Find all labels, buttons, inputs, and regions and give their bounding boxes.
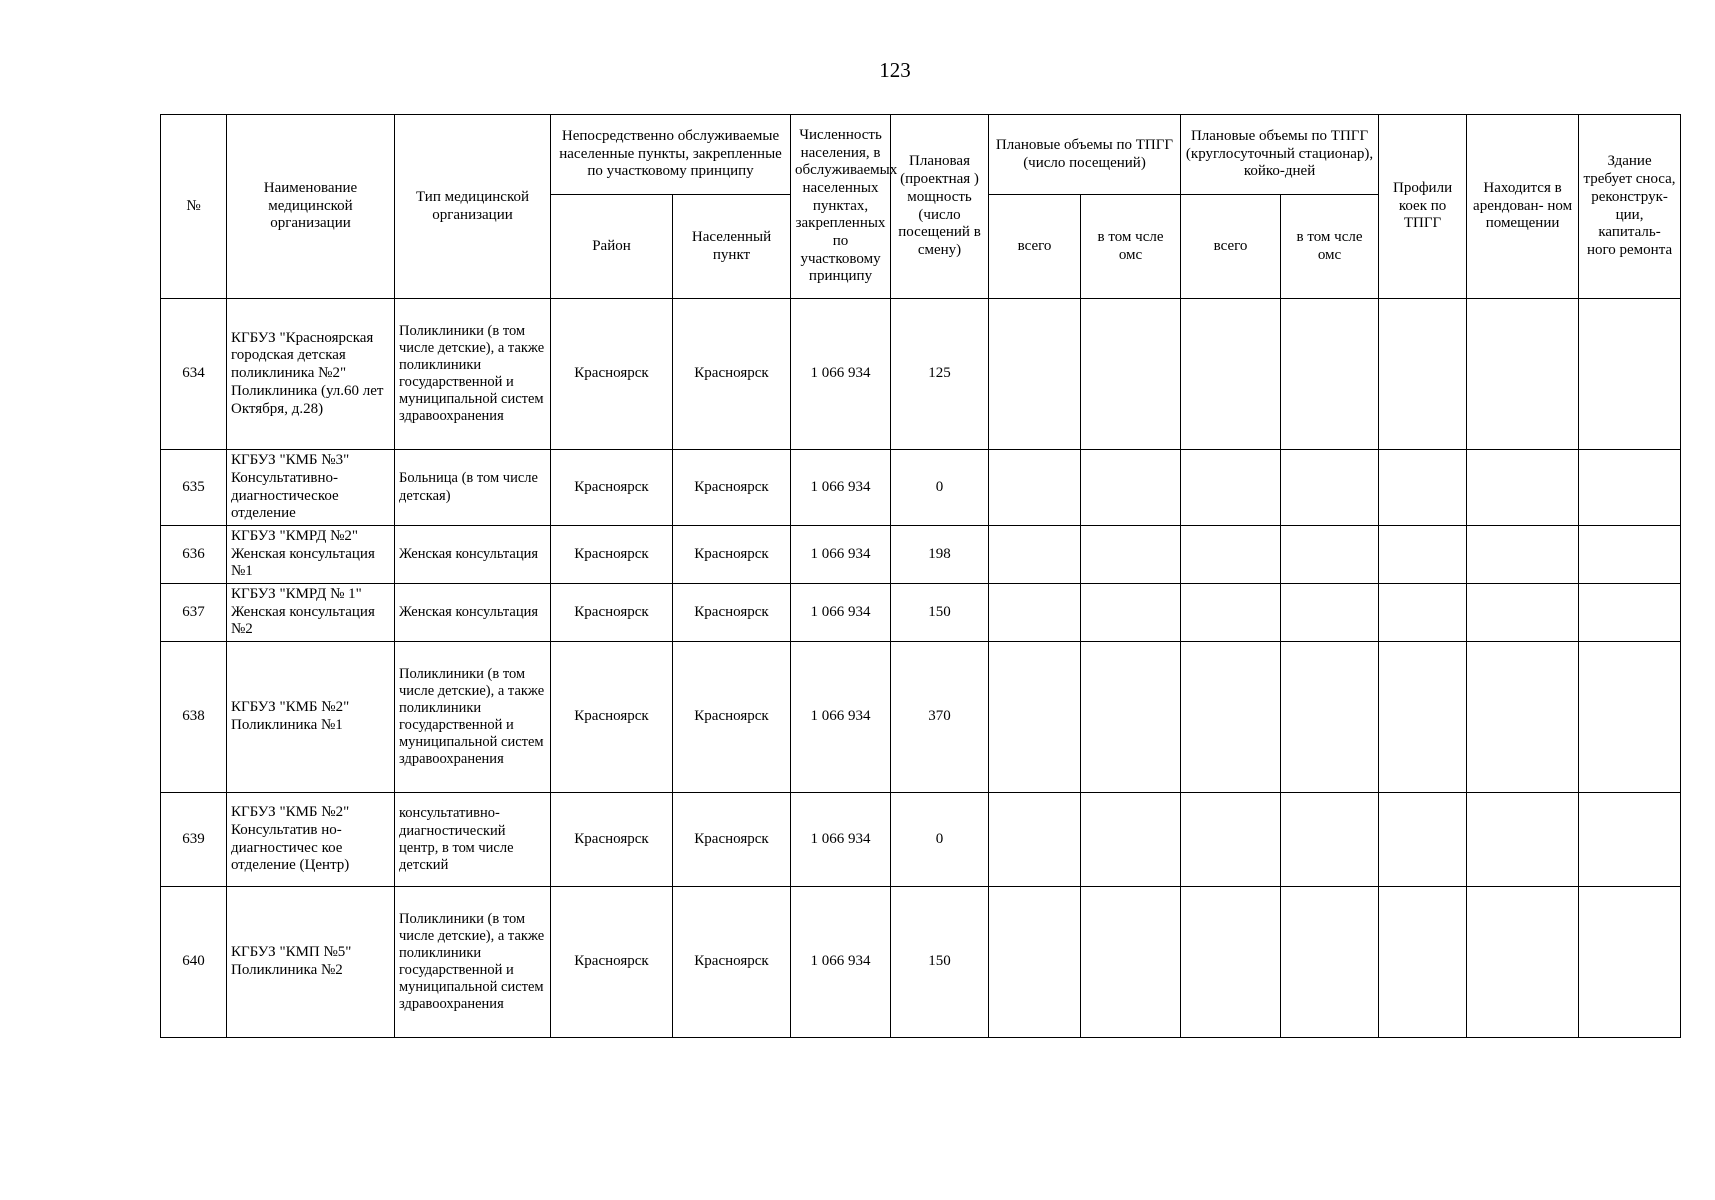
col-served-header: Непосредственно обслуживаемые населенные пункты, закрепленные по участковому принципу [551, 115, 791, 195]
table-row [161, 793, 1681, 887]
district: Красноярск [551, 526, 673, 584]
population: 1 066 934 [791, 299, 891, 450]
col-name-header: Наименование медицинской организации [227, 115, 395, 299]
col-visits-oms-header: в том чсле омс [1081, 195, 1181, 299]
rented-cell [1467, 450, 1579, 526]
settlement: Красноярск [673, 887, 791, 1038]
rented-cell [1467, 887, 1579, 1038]
table-row [161, 887, 1681, 1038]
col-beds-total-header: всего [1181, 195, 1281, 299]
org-name: КГБУЗ "КМП №5" Поликлиника №2 [227, 887, 395, 1038]
row-number: 636 [161, 526, 227, 584]
org-name: КГБУЗ "Красноярская городская детская поликлиника №2" Поликлиника (ул.60 лет Октября, д.28) [227, 299, 395, 450]
beds-oms-cell [1281, 642, 1379, 793]
beds-oms-cell [1281, 887, 1379, 1038]
beds-oms-cell [1281, 450, 1379, 526]
capacity: 125 [891, 299, 989, 450]
profiles-cell [1379, 584, 1467, 642]
org-type: Поликлиники (в том числе детские), а также поликлиники государственной и муниципальной систем здравоохранения [395, 887, 551, 1038]
table-body [161, 299, 1681, 1038]
settlement: Красноярск [673, 450, 791, 526]
org-name: КГБУЗ "КМБ №2" Консультатив но-диагностичес кое отделение (Центр) [227, 793, 395, 887]
row-number: 635 [161, 450, 227, 526]
org-name: КГБУЗ "КМБ №3" Консультативно-диагностическое отделение [227, 450, 395, 526]
beds-total-cell [1181, 584, 1281, 642]
profiles-cell [1379, 526, 1467, 584]
org-type: Поликлиники (в том числе детские), а также поликлиники государственной и муниципальной систем здравоохранения [395, 299, 551, 450]
profiles-cell [1379, 793, 1467, 887]
col-beds-oms-header: в том чсле омс [1281, 195, 1379, 299]
population: 1 066 934 [791, 450, 891, 526]
settlement: Красноярск [673, 526, 791, 584]
capacity: 150 [891, 584, 989, 642]
col-beds-header: Плановые объемы по ТПГГ (круглосуточный стационар), койко-дней [1181, 115, 1379, 195]
beds-oms-cell [1281, 793, 1379, 887]
beds-total-cell [1181, 450, 1281, 526]
org-type: Поликлиники (в том числе детские), а также поликлиники государственной и муниципальной систем здравоохранения [395, 642, 551, 793]
beds-total-cell [1181, 887, 1281, 1038]
population: 1 066 934 [791, 526, 891, 584]
medical-organizations-table [160, 114, 1681, 1038]
beds-oms-cell [1281, 526, 1379, 584]
col-profiles-header: Профили коек по ТПГГ [1379, 115, 1467, 299]
visits-oms-cell [1081, 526, 1181, 584]
visits-total-cell [989, 887, 1081, 1038]
capacity: 0 [891, 793, 989, 887]
settlement: Красноярск [673, 642, 791, 793]
org-name: КГБУЗ "КМБ №2" Поликлиника №1 [227, 642, 395, 793]
profiles-cell [1379, 450, 1467, 526]
district: Красноярск [551, 793, 673, 887]
district: Красноярск [551, 299, 673, 450]
col-visits-total-header: всего [989, 195, 1081, 299]
org-type: консультативно-диагностический центр, в том числе детский [395, 793, 551, 887]
building-cell [1579, 887, 1681, 1038]
beds-total-cell [1181, 526, 1281, 584]
page-number: 123 [879, 58, 911, 82]
district: Красноярск [551, 584, 673, 642]
settlement: Красноярск [673, 793, 791, 887]
population: 1 066 934 [791, 887, 891, 1038]
building-cell [1579, 526, 1681, 584]
org-name: КГБУЗ "КМРД № 1" Женская консультация №2 [227, 584, 395, 642]
profiles-cell [1379, 299, 1467, 450]
building-cell [1579, 793, 1681, 887]
table-row [161, 584, 1681, 642]
beds-total-cell [1181, 299, 1281, 450]
visits-oms-cell [1081, 887, 1181, 1038]
row-number: 638 [161, 642, 227, 793]
settlement: Красноярск [673, 299, 791, 450]
population: 1 066 934 [791, 642, 891, 793]
col-population-header: Численность населения, в обслуживаемых населенных пунктах, закрепленных по участковому принципу [791, 115, 891, 299]
org-type: Больница (в том числе детская) [395, 450, 551, 526]
rented-cell [1467, 584, 1579, 642]
capacity: 370 [891, 642, 989, 793]
district: Красноярск [551, 642, 673, 793]
table-row [161, 450, 1681, 526]
visits-total-cell [989, 584, 1081, 642]
table-row [161, 642, 1681, 793]
org-type: Женская консультация [395, 584, 551, 642]
building-cell [1579, 299, 1681, 450]
visits-total-cell [989, 526, 1081, 584]
col-rented-header: Находится в арендован- ном помещении [1467, 115, 1579, 299]
org-name: КГБУЗ "КМРД №2" Женская консультация №1 [227, 526, 395, 584]
org-type: Женская консультация [395, 526, 551, 584]
row-number: 634 [161, 299, 227, 450]
table-header [161, 115, 1681, 299]
population: 1 066 934 [791, 793, 891, 887]
row-number: 639 [161, 793, 227, 887]
population: 1 066 934 [791, 584, 891, 642]
table-row [161, 299, 1681, 450]
rented-cell [1467, 793, 1579, 887]
building-cell [1579, 584, 1681, 642]
visits-total-cell [989, 450, 1081, 526]
profiles-cell [1379, 887, 1467, 1038]
rented-cell [1467, 526, 1579, 584]
beds-oms-cell [1281, 584, 1379, 642]
visits-oms-cell [1081, 584, 1181, 642]
col-number-header: № [161, 115, 227, 299]
building-cell [1579, 642, 1681, 793]
col-type-header: Тип медицинской организации [395, 115, 551, 299]
visits-oms-cell [1081, 299, 1181, 450]
visits-oms-cell [1081, 450, 1181, 526]
rented-cell [1467, 299, 1579, 450]
beds-total-cell [1181, 793, 1281, 887]
capacity: 150 [891, 887, 989, 1038]
capacity: 0 [891, 450, 989, 526]
visits-total-cell [989, 299, 1081, 450]
visits-total-cell [989, 642, 1081, 793]
capacity: 198 [891, 526, 989, 584]
profiles-cell [1379, 642, 1467, 793]
col-settlement-header: Населенный пункт [673, 195, 791, 299]
col-building-header: Здание требует сноса, реконструк- ции, капиталь- ного ремонта [1579, 115, 1681, 299]
building-cell [1579, 450, 1681, 526]
col-district-header: Район [551, 195, 673, 299]
col-capacity-header: Плановая (проектная ) мощность (число посещений в смену) [891, 115, 989, 299]
visits-total-cell [989, 793, 1081, 887]
visits-oms-cell [1081, 793, 1181, 887]
beds-oms-cell [1281, 299, 1379, 450]
row-number: 640 [161, 887, 227, 1038]
settlement: Красноярск [673, 584, 791, 642]
district: Красноярск [551, 450, 673, 526]
row-number: 637 [161, 584, 227, 642]
visits-oms-cell [1081, 642, 1181, 793]
rented-cell [1467, 642, 1579, 793]
beds-total-cell [1181, 642, 1281, 793]
table-row [161, 526, 1681, 584]
col-visits-header: Плановые объемы по ТПГГ (число посещений) [989, 115, 1181, 195]
district: Красноярск [551, 887, 673, 1038]
